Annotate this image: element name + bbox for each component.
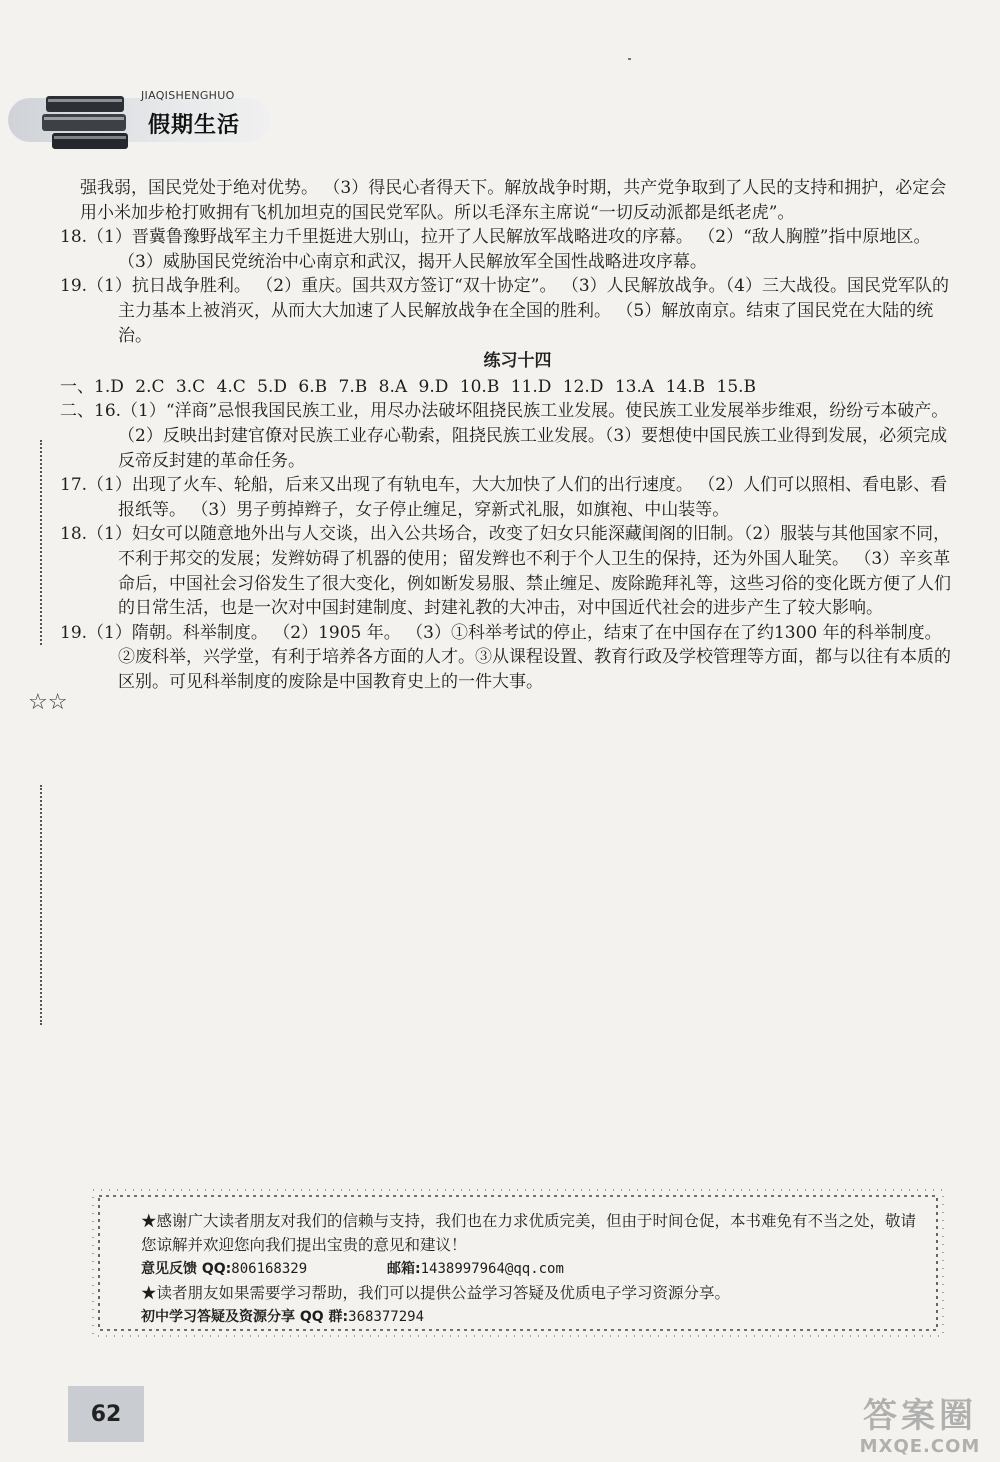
feedback-qq: 806168329 xyxy=(231,1261,308,1278)
multiple-choice-answers: 一、1.D 2.C 3.C 4.C 5.D 6.B 7.B 8.A 9.D 10.B 11.D 12.D 13.A 14.B 15.B xyxy=(60,376,757,397)
notice-line-2: ★读者朋友如果需要学习帮助，我们可以提供公益学习答疑及优质电子学习资源分享。 xyxy=(141,1283,731,1302)
feedback-label: 意见反馈 QQ: xyxy=(141,1261,232,1278)
answer-16: 二、16.（1）“洋商”忌恨我国民族工业，用尽办法破坏阻挠民族工业发展。使民族工业发展举步维艰，纷纷亏本破产。 （2）反映出封建官僚对民族工业存心勒索，阻挠民族工业发展。（3）要想使中国民族工业得到发展，必须完成反帝反封建的革命任务。 xyxy=(60,401,949,471)
watermark-logo xyxy=(845,1395,995,1455)
answer-content xyxy=(60,176,955,694)
answer-18: 18.（1）晋冀鲁豫野战军主力千里挺进大别山，拉开了人民解放军战略进攻的序幕。 （2）“敌人胸膛”指中原地区。 （3）威胁国民党统治中心南京和武汉，揭开人民解放军全国性战略进攻序幕。 xyxy=(60,227,931,272)
answer-17: 17.（1）出现了火车、轮船，后来又出现了有轨电车，大大加快了人们的出行速度。 （2）人们可以照相、看电影、看报纸等。 （3）男子剪掉辫子，女子停止缠足，穿新式礼服，如旗袍、中山装等。 xyxy=(60,475,948,520)
email-label: 邮箱: xyxy=(387,1261,421,1278)
group-label: 初中学习答疑及资源分享 QQ 群: xyxy=(141,1309,349,1326)
watermark-text: 答案圈 xyxy=(863,1396,977,1436)
answer-18b: 18.（1）妇女可以随意地外出与人交谈，出入公共场合，改变了妇女只能深藏闺阁的旧制。（2）服装与其他国家不同，不利于邦交的发展；发辫妨碍了机器的使用；留发辫也不利于个人卫生的保持，还为外国人耻笑。 （3）辛亥革命后，中国社会习俗发生了很大变化，例如断发易服、禁止缠足、废除跪拜礼等，这些习俗的变化既方便了人们的日常生活，也是一次对中国封建制度、封建礼教的大冲击，对中国近代社会的进步产生了较大影响。 xyxy=(60,524,951,619)
section-title: 练习十四 xyxy=(483,351,552,372)
dotted-margin-line-top xyxy=(40,440,42,645)
answer-19: 19.（1）抗日战争胜利。 （2）重庆。国共双方签订“双十协定”。 （3）人民解放战争。（4）三大战役。国民党军队的主力基本上被消灭，从而大大加速了人民解放战争在全国的胜利。 （5）解放南京。结束了国民党在大陆的统治。 xyxy=(60,276,949,346)
answer-paragraph: 强我弱，国民党处于绝对优势。 （3）得民心者得天下。解放战争时期，共产党争取到了人民的支持和拥护，必定会用小米加步枪打败拥有飞机加坦克的国民党军队。所以毛泽东主席说“一切反动派都是纸老虎”。 xyxy=(80,178,947,223)
star-icons: ☆☆ xyxy=(28,690,68,715)
email-value: 1438997964@qq.com xyxy=(420,1261,564,1278)
notice-box xyxy=(89,1186,947,1340)
header-banner xyxy=(8,78,270,158)
page-number: 62 xyxy=(68,1386,144,1442)
dotted-margin-line-bottom xyxy=(40,785,42,1025)
notice-line-1: ★感谢广大读者朋友对我们的信赖与支持，我们也在力求优质完美，但由于时间仓促，本书难免有不当之处，敬请您谅解并欢迎您向我们提出宝贵的意见和建议！ xyxy=(141,1212,917,1254)
watermark-url: MXQE.COM xyxy=(859,1436,981,1457)
header-pinyin: JIAQISHENGHUO xyxy=(141,89,235,102)
group-qq: 368377294 xyxy=(348,1309,425,1326)
books-icon xyxy=(38,82,138,154)
answer-19b: 19.（1）隋朝。科举制度。 （2）1905 年。 （3）①科举考试的停止，结束了在中国存在了约1300 年的科举制度。②废科举，兴学堂，有利于培养各方面的人才。③从课程设置、教育行政及学校管理等方面，都与以往有本质的区别。可见科举制度的废除是中国教育史上的一件大事。 xyxy=(60,622,951,692)
header-title: 假期生活 xyxy=(148,113,241,138)
scan-speck xyxy=(628,58,631,60)
